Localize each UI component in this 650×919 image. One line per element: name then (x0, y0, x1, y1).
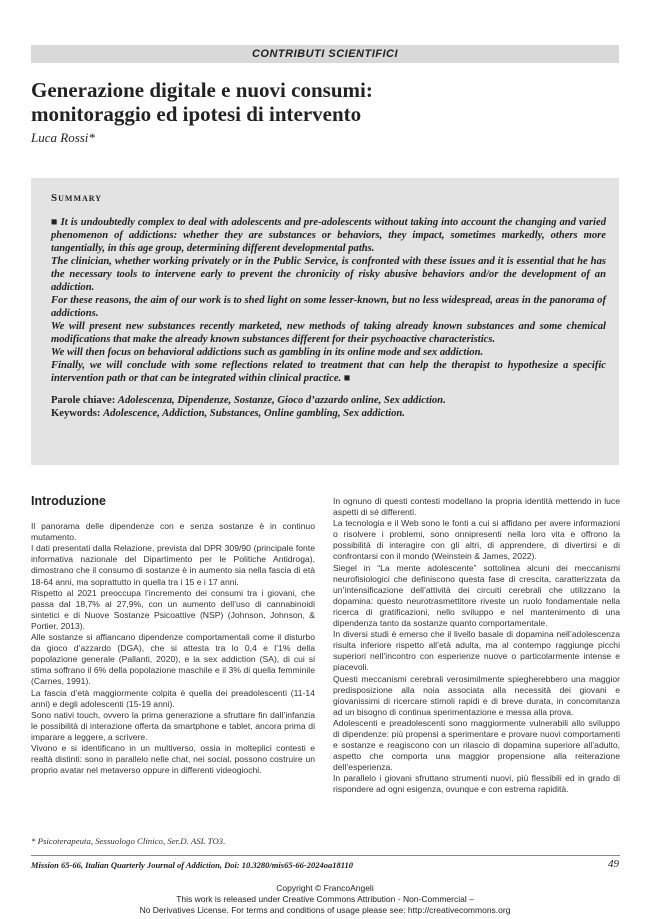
journal-citation: Mission 65-66, Italian Quarterly Journal of Addiction, Doi: 10.3280/mis65-66-2024oa18110 (31, 860, 354, 870)
body-paragraph: Questi meccanismi cerebrali verosimilmente spiegherebbero una maggior predisposizione alla noia associata alla necessità dei giovani e giovanissimi di ricercare stimoli rapidi e di breve durata, in concomitanza ad un bisogno di continua sperimentazione e messa alla prova. (333, 673, 620, 717)
footer-divider (31, 855, 620, 856)
summary-paragraph: We will present new substances recently marketed, new methods of taking already known substances and some chemical modifications that make the already known substances different for their psychoactive characteristics. (51, 321, 606, 345)
section-banner: CONTRIBUTI SCIENTIFICI (31, 45, 619, 63)
body-paragraph: Sono nativi touch, ovvero la prima generazione a sfruttare fin dall’infanzia le possibilità di interazione offerta da smartphone e tablet, ancora prima di imparare a leggere, a scrivere. (31, 709, 315, 742)
author-name: Luca Rossi* (31, 130, 95, 145)
keywords-english (51, 407, 606, 420)
body-paragraph: Vivono e si identificano in un multiverso, ossia in molteplici contesti e realtà distinti: sono in parallelo nelle chat, nei social, possono costruire un proprio avatar nel metaverso oppure in differenti videogiochi. (31, 742, 315, 776)
keywords-english-list: Adolescence, Addiction, Substances, Online gambling, Sex addiction. (103, 408, 405, 419)
keywords-italian-label: Parole chiave: (51, 395, 116, 406)
summary-box (31, 178, 619, 465)
license-line: This work is released under Creative Commons Attribution - Non-Commercial – (176, 894, 474, 904)
body-paragraph: Rispetto al 2021 preoccupa l’incremento dei consumi tra i giovani, che passa dal 18,7% al 27,9%, con un aumento dell’uso di cannabinoidi sintetici e di Nuove Sostanze Psicoattive (NSP) (Johnson, Johnson, & Portier, 2013). (31, 587, 315, 631)
body-paragraph: In diversi studi è emerso che il livello basale di dopamina nell’adolescenza risulta inferiore rispetto all’età adulta, ma al contempo raggiunge picchi superiori nell’incontro con esperienze nuove o particolarmente intense e piacevoli. (333, 629, 620, 673)
keywords-english-label: Keywords: (51, 408, 101, 419)
article-title (31, 78, 621, 126)
keywords-italian-list: Adolescenza, Dipendenze, Sostanze, Gioco d’azzardo online, Sex addiction. (117, 395, 446, 406)
summary-paragraph: The clinician, whether working privately or in the Public Service, is confronted with these issues and it is essential that he has the necessary tools to intervene early to prevent the chronicity of risky abusive behaviors and/or the development of an addiction. (51, 256, 606, 293)
page-number: 49 (608, 858, 619, 870)
left-column (31, 496, 315, 776)
copyright-line: Copyright © FrancoAngeli (276, 883, 374, 893)
body-paragraph: I dati presentati dalla Relazione, prevista dal DPR 309/90 (principale fonte informativa nazionale del Dipartimento per le Politiche Antidroga), dimostrano che il consumo di sostanze è in aumento sia nella fascia di età 18-64 anni, ma soprattutto in quella tra i 15 e i 17 anni. (31, 543, 315, 587)
summary-paragraph: We will then focus on behavioral addictions such as gambling in its online mode and sex addiction. (51, 347, 484, 358)
summary-paragraph: ■ It is undoubtedly complex to deal with adolescents and pre-adolescents without taking into account the changing and varied phenomenon of addictions: whether they are substances or behaviors, they impact, sometimes markedly, others more tangentially, in this age group, determining different developmental paths. (51, 217, 606, 254)
summary-content (51, 192, 606, 420)
body-paragraph: In parallelo i giovani sfruttano strumenti nuovi, più flessibili ed in grado di rispondere ad ogni esigenza, ovunque e con estrema rapidità. (333, 773, 620, 795)
body-paragraph: La fascia d’età maggiormente colpita è quella dei preadolescenti (11-14 anni) e degli adolescenti (15-19 anni). (31, 687, 315, 709)
copyright-notice (0, 883, 650, 916)
keywords-block (51, 394, 606, 420)
body-paragraph: La tecnologia e il Web sono le fonti a cui si affidano per avere informazioni o risolvere i problemi, sono onnipresenti nella loro vita e offrono la possibilità di interagire con gli altri, di apprendere, di divertirsi e di confrontarsi con il mondo (Weinstein & James, 2022). (333, 518, 620, 562)
body-paragraph: Siegel in “La mente adolescente” sottolinea alcuni dei meccanismi neurofisiologici che definiscono questa fase di crescita, caratterizzata da un’intensificazione dell’attività dei circuiti cerebrali che utilizzano la dopamina: questo neurotrasmettitore riveste un ruolo fondamentale nella ricerca di gratificazioni, nello sviluppo e nel mantenimento di una dipendenza tanto da sostanze quanto comportamentale. (333, 562, 620, 629)
summary-heading: Summary (51, 192, 103, 204)
license-terms-line: No Derivatives License. For terms and conditions of usage please see: http://creativecommons.org (139, 905, 511, 915)
body-paragraph: Il panorama delle dipendenze con e senza sostanze è in continuo mutamento. (31, 521, 315, 543)
keywords-italian (51, 394, 606, 407)
title-line-2: monitoraggio ed ipotesi di intervento (31, 102, 362, 126)
body-paragraph: Adolescenti e preadolescenti sono maggiormente vulnerabili allo sviluppo di dipendenze: più propensi a sperimentare e provare nuovi comportamenti e sostanze e reagiscono con un rilascio di dopamina superiore all’adulto, aspetto che comporta una maggior propensione alla reiterazione dell’esperienza. (333, 717, 620, 773)
intro-heading: Introduzione (31, 494, 106, 508)
summary-paragraph: For these reasons, the aim of our work is to shed light on some lesser-known, but no less widespread, areas in the panorama of addictions. (51, 295, 606, 319)
title-line-1: Generazione digitale e nuovi consumi: (31, 78, 373, 102)
body-paragraph: Alle sostanze si affiancano dipendenze comportamentali come il disturbo da gioco d’azzardo (DGA), che si attesta tra lo 0,4 e l’1% della popolazione generale (Pallanti, 2020), e la sex addiction (SA), di cui si stima soffrano il 6% della popolazione maschile e il 3% di quella femminile (Carnes, 1991). (31, 632, 315, 687)
right-column (333, 496, 620, 796)
summary-paragraph: Finally, we will conclude with some reflections related to treatment that can help the therapist to hypothesize a specific intervention path or that can be integrated within clinical practice. ■ (51, 360, 606, 384)
author-footnote: * Psicoterapeuta, Sessuologo Clinico, Ser.D. ASL TO3. (31, 836, 226, 846)
body-paragraph: In ognuno di questi contesti modellano la propria identità mettendo in luce aspetti di sé differenti. (333, 496, 620, 518)
